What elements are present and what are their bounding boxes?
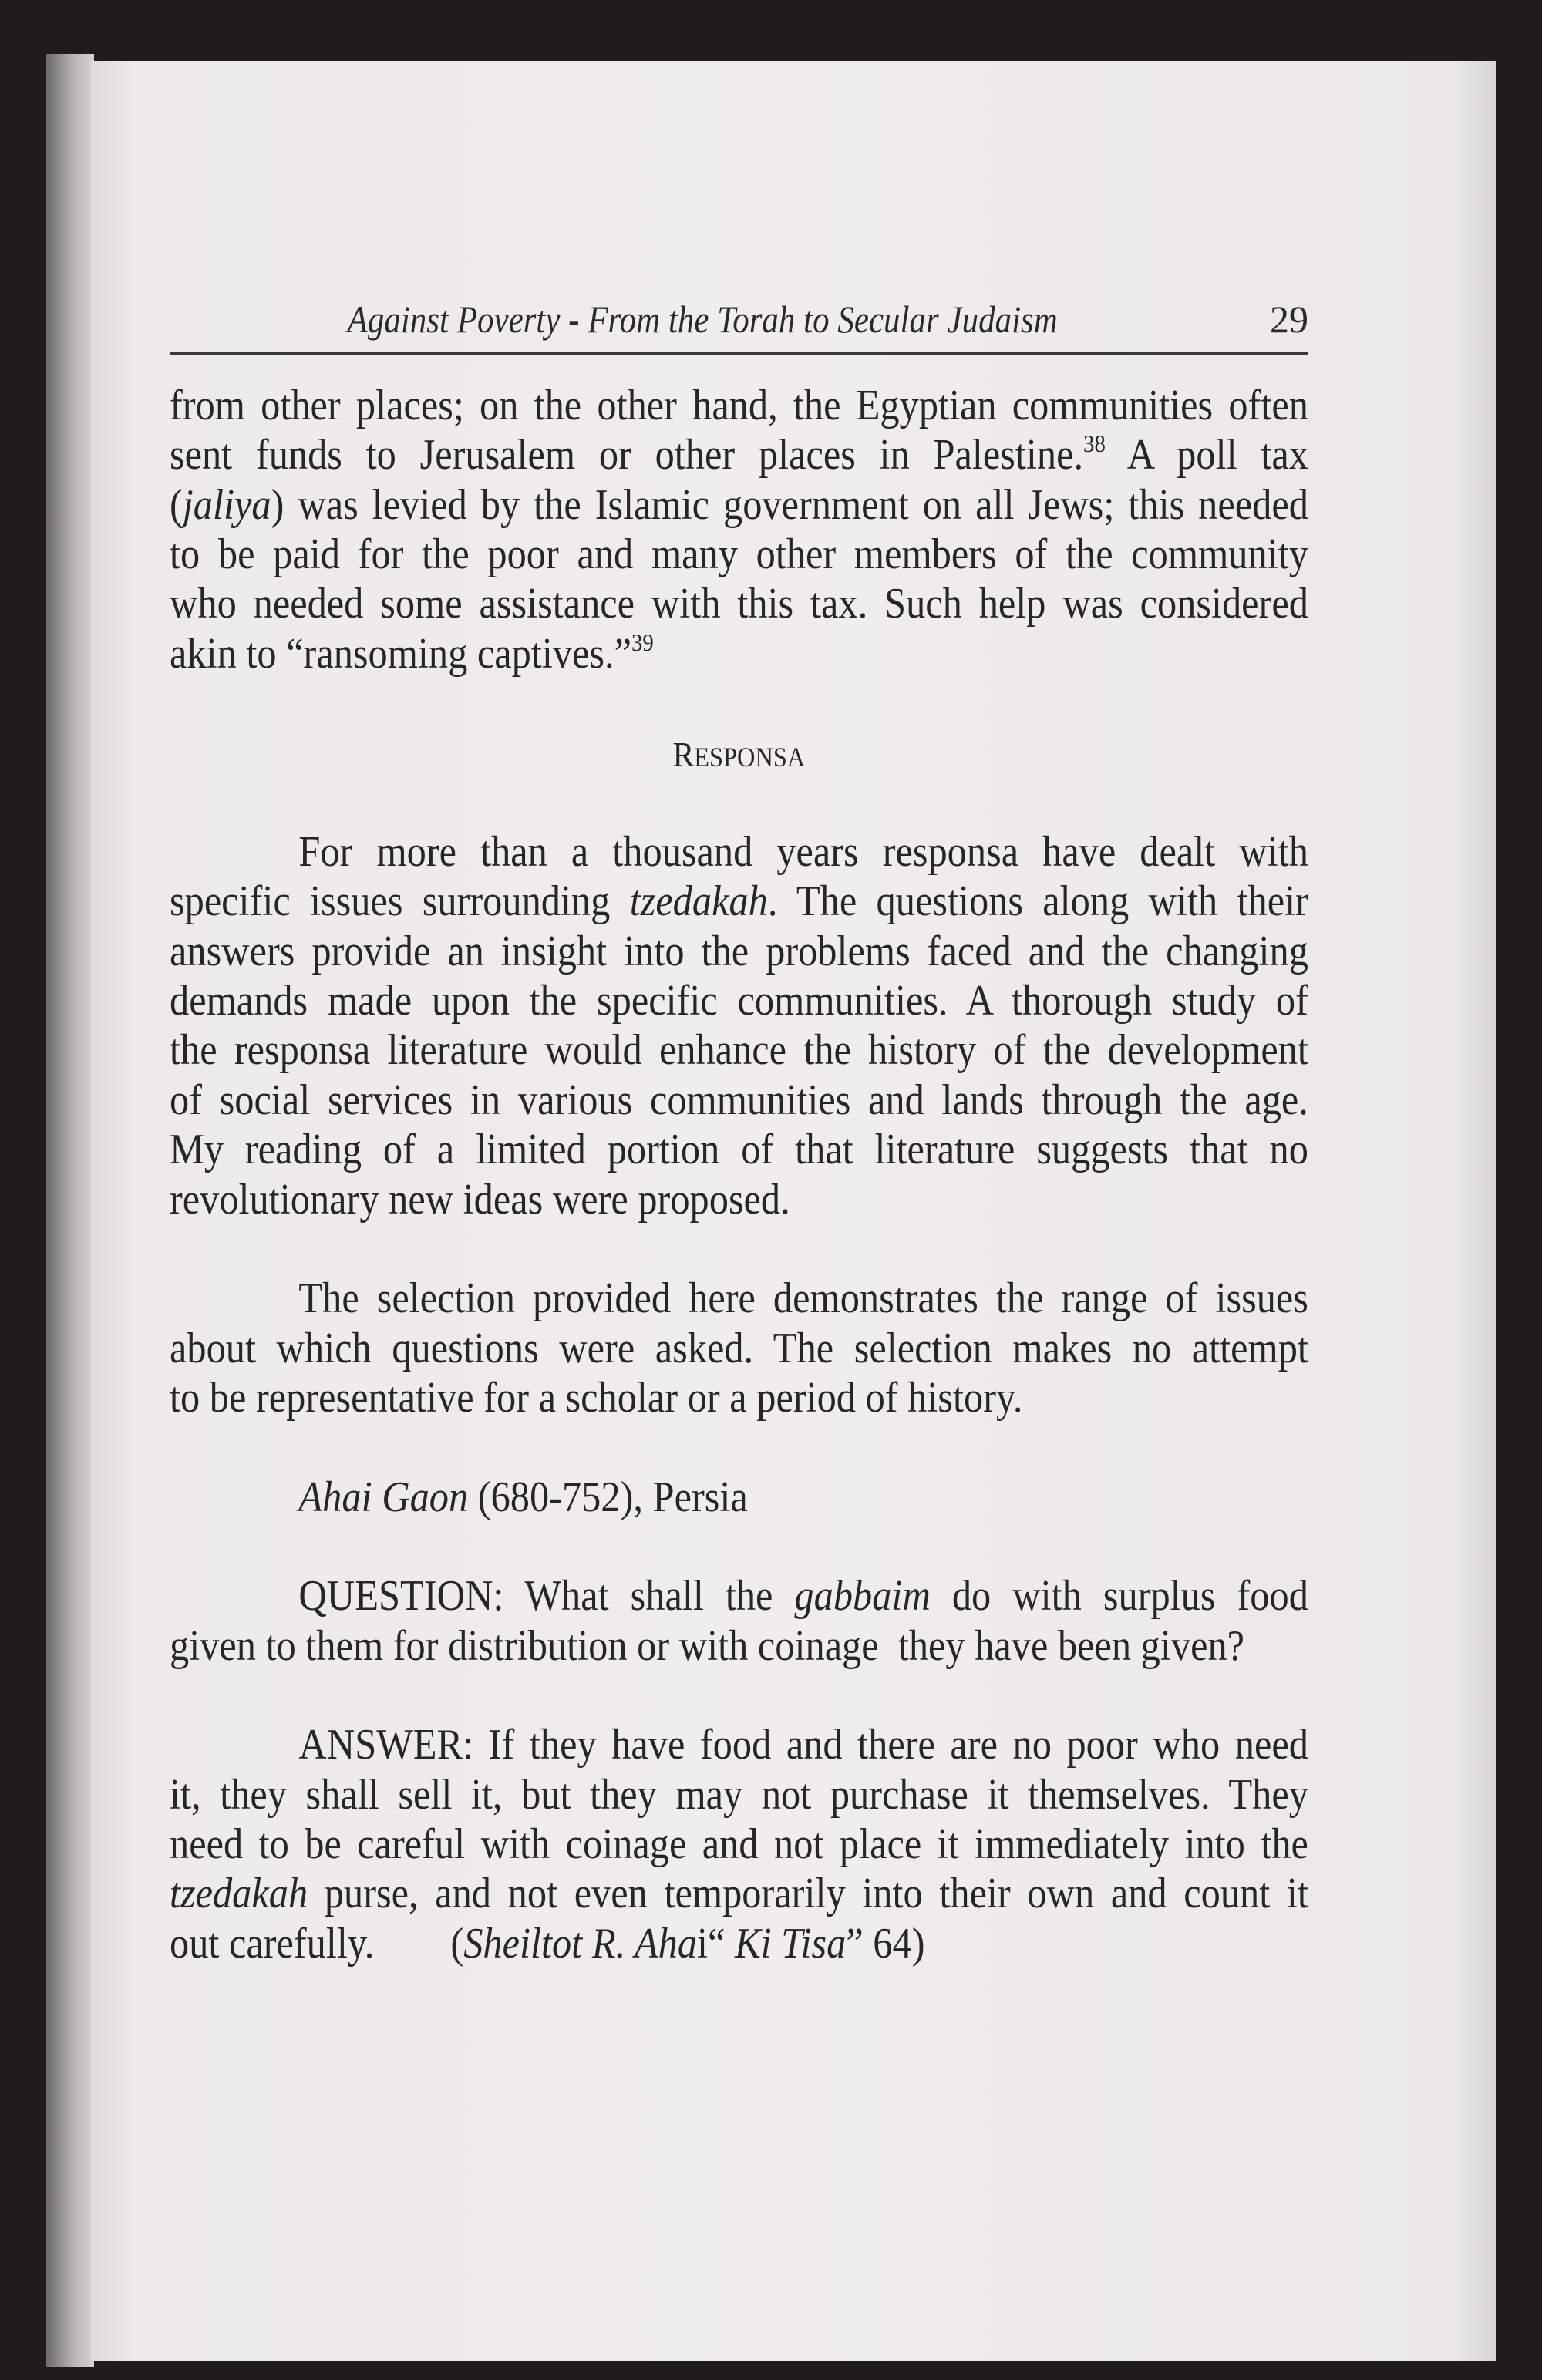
section-heading [170,728,1308,777]
paragraph [170,1274,1308,1422]
italic-text: tzedakah [170,1870,308,1918]
text-line [170,877,1308,926]
text-run: to be paid for the poor and many other members of the community [170,530,1308,579]
text-run: answers provide an insight into the problems faced and the changing [170,927,1308,975]
text-line [170,927,1308,976]
text-line [170,1621,1308,1671]
text-line [170,976,1308,1025]
text-line [170,1473,1308,1522]
paragraph [170,1720,1308,1968]
running-header [170,295,1308,344]
paragraph-gap [170,1522,1308,1571]
text-run: For more than a thousand years responsa have dealt with [298,828,1308,877]
text-run: ( [170,480,183,529]
text-run: specific issues surrounding [170,877,630,926]
paragraph-gap [170,1422,1308,1472]
text-run: The selection provided here demonstrates the range of issues [298,1274,1308,1323]
text-line [170,430,1308,480]
text-run: the responsa literature would enhance the history of the development [170,1026,1308,1075]
text-run: akin to “ransoming captives.” [170,629,632,678]
text-run: need to be careful with coinage and not place it immediately into the [170,1820,1308,1868]
text-line [170,1919,1308,1968]
text-line [170,480,1308,530]
text-run: ANSWER: If they have food and there are no poor who need [298,1721,1308,1769]
text-run: it, they shall sell it, but they may not purchase it themselves. They [170,1770,1308,1819]
text-line [170,381,1308,430]
paragraph [170,827,1308,1224]
text-run: QUESTION: What shall the [298,1572,795,1621]
running-title: Against Poverty - From the Torah to Secular Judaism [347,298,1058,341]
text-run: A poll tax [1105,431,1308,480]
text-run: out carefully. [170,1919,375,1968]
text-run: ( [450,1919,464,1968]
paragraph [170,381,1308,678]
text-line [170,1770,1308,1820]
citation [450,1920,924,1968]
italic-text: Ahai Gaon [298,1473,469,1521]
text-line [170,579,1308,628]
italic-text: jaliya [182,480,271,529]
text-run: ” 64) [846,1919,925,1968]
text-line [170,1720,1308,1769]
text-line [170,1274,1308,1323]
text-line [170,1324,1308,1373]
text-run: do with surplus food [930,1572,1308,1621]
text-line [170,629,1308,678]
text-run: ) was levied by the Islamic government on all Jews; this needed [271,480,1308,529]
text-line [170,1373,1308,1422]
text-line [170,1125,1308,1174]
footnote-ref: 38 [1083,429,1106,458]
page-number: 29 [1270,298,1308,341]
text-run: . The questions along with their [767,877,1308,926]
heading-rest: ESPONSA [694,742,806,773]
paragraph-gap [170,678,1308,728]
text-line [170,1820,1308,1869]
text-run: My reading of a limited portion of that literature suggests that no [170,1126,1308,1174]
text-run: purse, and not even temporarily into their own and count it [308,1870,1308,1918]
text-run: to be representative for a scholar or a period of history. [170,1373,1023,1422]
text-run: from other places; on the other hand, the Egyptian communities often [170,382,1308,429]
text-line [170,530,1308,579]
text-line [170,1025,1308,1075]
heading-initial: R [672,735,695,775]
text-line [170,827,1308,877]
text-run: demands made upon the specific communities. A thorough study of [170,977,1308,1025]
text-line [170,1076,1308,1125]
italic-text: gabbaim [794,1572,931,1621]
text-run: about which questions were asked. The selection makes no attempt [170,1324,1308,1372]
paragraph-gap [170,1224,1308,1274]
text-line [170,1571,1308,1621]
text-run: of social services in various communities and lands through the age. [170,1076,1308,1124]
paragraph-gap [170,778,1308,827]
paragraph [170,1473,1308,1522]
text-line [170,1869,1308,1918]
text-run: who needed some assistance with this tax. Such help was considered [170,580,1308,628]
previous-page-edge [46,54,94,2367]
text-line [170,1175,1308,1224]
paragraph [170,1571,1308,1671]
footnote-ref: 39 [631,628,654,656]
text-run: revolutionary new ideas were proposed. [170,1175,790,1224]
italic-text: tzedakah [629,877,768,926]
paragraph-gap [170,1671,1308,1720]
body-text [170,381,1308,1968]
text-run: (680-752), Persia [468,1473,748,1521]
text-run: given to them for distribution or with coinage they have been given? [170,1621,1245,1670]
italic-text: Ki Tisa [735,1919,847,1968]
text-run: i“ [697,1919,736,1968]
text-run: sent funds to Jerusalem or other places in Palestine. [170,431,1084,480]
header-rule [170,352,1308,355]
italic-text: Sheiltot R. Aha [463,1919,698,1968]
